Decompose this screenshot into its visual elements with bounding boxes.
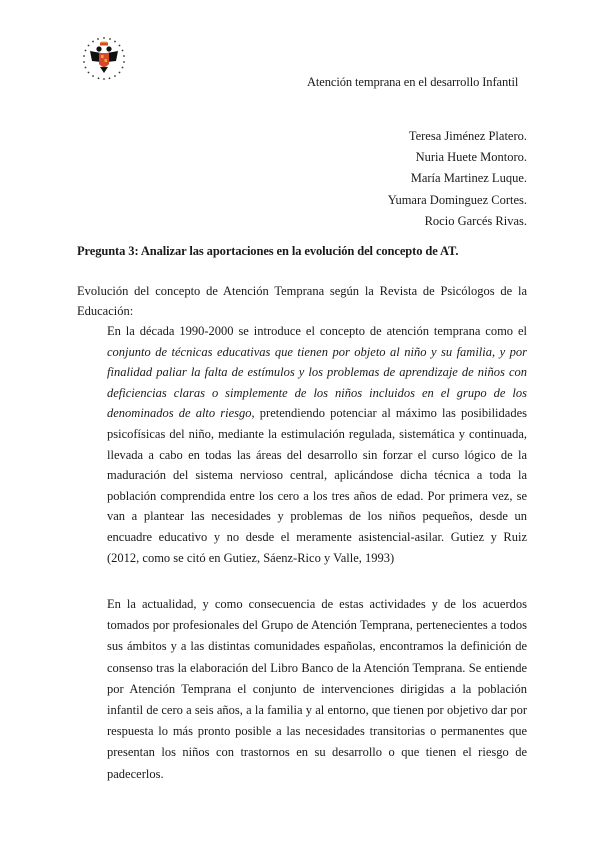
author-list — [267, 126, 527, 232]
author-name: Teresa Jiménez Platero. — [408, 129, 527, 143]
intro-paragraph: Evolución del concepto de Atención Temprana según la Revista de Psicólogos de la Educación: — [77, 284, 527, 318]
italic-definition: conjunto de técnicas educativas que tienen por objeto al niño y su familia, y por finalidad paliar la falta de estímulos y los problemas de aprendizaje de niños con deficiencias claras o simplemente de los niños incluidos en el grupo de los denominados de alto riesgo — [107, 344, 527, 421]
university-crest-icon — [80, 34, 128, 82]
question-heading: Pregunta 3: Analizar las aportaciones en la evolución del concepto de AT. — [77, 244, 459, 258]
paragraph-lead: En la década 1990-2000 se introduce el concepto de atención temprana como el — [107, 324, 527, 338]
paragraph-rest: , pretendiendo potenciar al máximo las posibilidades psicofísicas del niño, mediante la estimulación regulada, sistemática y continuada, llevada a cabo en todas las áreas del desarrollo sin forzar el curso lógico de la maduración del sistema nervioso central, aplicándose dicha técnica a toda la población comprendida entre los cero a los tres años de edad. Por primera vez, se van a plantear las necesidades y problemas de los niños pequeños, desde un encuadre educativo y no desde el meramente asistencial-asilar. Gutiez y Ruiz (2012, como se citó en Gutiez, Sáenz-Rico y Valle, 1993) — [107, 406, 527, 565]
paragraph-actualidad: En la actualidad, y como consecuencia de estas actividades y de los acuerdos tomados por profesionales del Grupo de Atención Temprana, pertenecientes a todos sus ámbitos y a las distintas comunidades españolas, encontramos la definición de consenso tras la elaboración del Libro Banco de la Atención Temprana. Se entiende por Atención Temprana el conjunto de intervenciones dirigidas a la población infantil de cero a seis años, a la familia y al entorno, que tienen por objetivo dar por respuesta lo más pronto posible a las necesidades transitorias o permanentes que presentan los niños con trastornos en su desarrollo o que tienen el riesgo de padecerlos. — [107, 597, 527, 781]
author-name: Rocio Garcés Rivas. — [424, 213, 527, 228]
author-name: Yumara Dominguez Cortes. — [387, 192, 527, 207]
author-name: Nuria Huete Montoro. — [415, 150, 527, 165]
header-title: Atención temprana en el desarrollo Infantil — [307, 75, 519, 89]
paragraph-1990-2000 — [107, 321, 527, 568]
author-name: María Martinez Luque. — [410, 171, 527, 186]
